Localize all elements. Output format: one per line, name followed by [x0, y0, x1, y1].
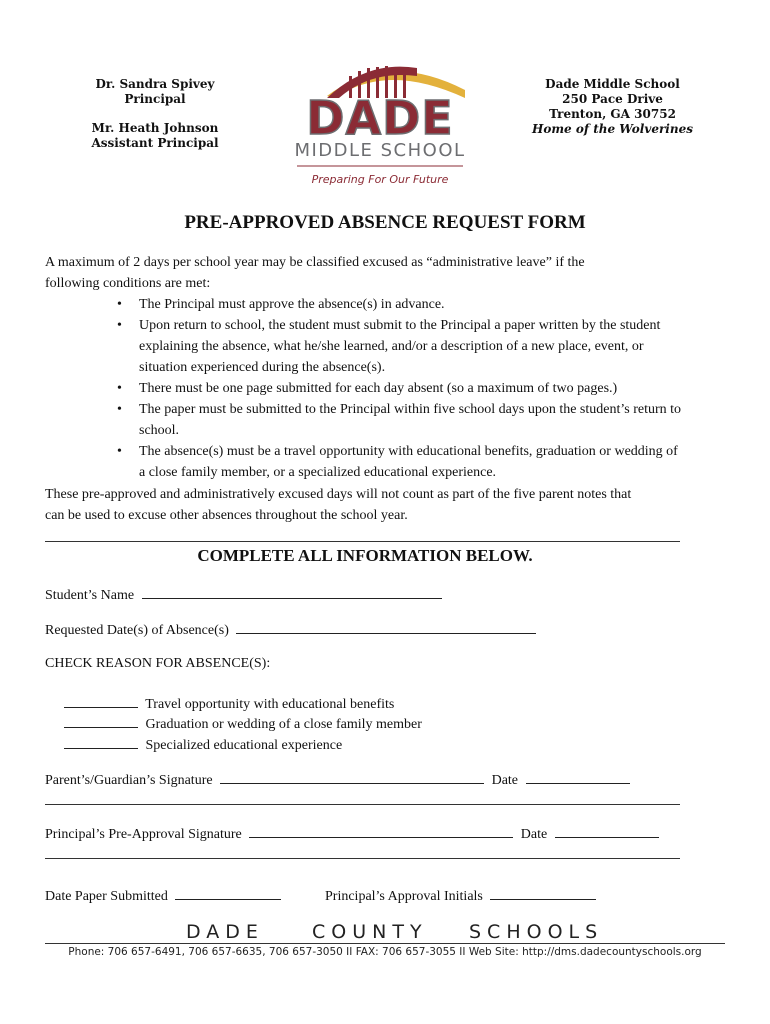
- requested-dates-row: [45, 620, 536, 640]
- assistant-principal-name: Mr. Heath Johnson: [91, 121, 219, 135]
- footer-divider: [45, 943, 725, 944]
- logo-tagline: Preparing For Our Future: [311, 173, 449, 186]
- closing-line-1: These pre-approved and administratively excused days will not count as part of the five parent notes that: [45, 487, 632, 502]
- principal-date-field[interactable]: [555, 824, 659, 838]
- principal-signature-label: Principal’s Pre-Approval Signature: [45, 827, 242, 842]
- reason-label: Travel opportunity with educational benefits: [145, 697, 395, 712]
- reason-row-specialized: [64, 735, 342, 755]
- condition-item: • The absence(s) must be a travel opportunity with educational benefits, graduation or wedding of a close family member, or a specialized educational experience.: [139, 441, 684, 483]
- principal-title: Principal: [124, 92, 186, 106]
- school-name: Dade Middle School: [545, 77, 680, 91]
- principal-date-label: Date: [520, 827, 548, 842]
- closing-line-2: can be used to excuse other absences throughout the school year.: [45, 508, 408, 523]
- condition-item: • Upon return to school, the student must submit to the Principal a paper written by the student explaining the absence, what he/she learned, and/or a description of a new place, event, or situation experienced during the absence(s).: [139, 315, 684, 378]
- reason-check-specialized[interactable]: [64, 735, 138, 749]
- approval-initials-label: Principal’s Approval Initials: [325, 889, 483, 904]
- address-line-1: 250 Pace Drive: [562, 92, 663, 106]
- footer-contact: Phone: 706 657-6491, 706 657-6635, 706 657-3050 II FAX: 706 657-3055 II Web Site: http://dms.dadecountyschools.org: [68, 946, 702, 958]
- logo-word: DADE: [306, 91, 454, 145]
- form-title: PRE-APPROVED ABSENCE REQUEST FORM: [184, 212, 586, 233]
- requested-dates-label: Requested Date(s) of Absence(s): [45, 623, 229, 638]
- closing-paragraph: [45, 484, 745, 526]
- student-name-label: Student’s Name: [45, 588, 135, 603]
- footer-county-word-2: COUNTY: [312, 921, 428, 943]
- footer-county-word-1: DADE: [186, 921, 264, 943]
- reason-check-travel[interactable]: [64, 694, 138, 708]
- reason-row-travel: [64, 694, 394, 714]
- principal-signature-divider: [45, 858, 680, 859]
- reason-label: Graduation or wedding of a close family member: [145, 717, 422, 732]
- approval-initials-field[interactable]: [490, 886, 596, 900]
- logo-subtitle: MIDDLE SCHOOL: [294, 140, 466, 161]
- school-address-block: [530, 77, 695, 137]
- reason-heading: CHECK REASON FOR ABSENCE(S):: [45, 656, 271, 671]
- reason-label: Specialized educational experience: [145, 738, 343, 753]
- parent-signature-divider: [45, 804, 680, 805]
- date-submitted-row: [45, 886, 281, 906]
- date-submitted-label: Date Paper Submitted: [45, 889, 168, 904]
- student-name-row: [45, 585, 442, 605]
- requested-dates-field[interactable]: [236, 620, 536, 634]
- parent-signature-field[interactable]: [220, 770, 484, 784]
- section-divider: [45, 541, 680, 542]
- intro-line-1: A maximum of 2 days per school year may be classified excused as “administrative leave” if the: [45, 255, 585, 270]
- principal-signature-row: [45, 824, 659, 844]
- school-motto: Home of the Wolverines: [532, 122, 693, 136]
- student-name-field[interactable]: [142, 585, 442, 599]
- principal-name: Dr. Sandra Spivey: [95, 77, 215, 91]
- principal-signature-field[interactable]: [249, 824, 513, 838]
- school-logo: [287, 58, 473, 188]
- parent-date-label: Date: [491, 773, 519, 788]
- approval-initials-row: [325, 886, 596, 906]
- administrator-block: [80, 77, 230, 151]
- parent-date-field[interactable]: [526, 770, 630, 784]
- condition-item: • There must be one page submitted for each day absent (so a maximum of two pages.): [139, 378, 684, 399]
- parent-signature-row: [45, 770, 630, 790]
- logo-graphic: [287, 58, 473, 188]
- conditions-list: [139, 294, 684, 483]
- condition-item: • The Principal must approve the absence(s) in advance.: [139, 294, 684, 315]
- parent-signature-label: Parent’s/Guardian’s Signature: [45, 773, 213, 788]
- intro-line-2: following conditions are met:: [45, 276, 211, 291]
- section-heading: COMPLETE ALL INFORMATION BELOW.: [197, 546, 533, 565]
- footer-county-word-3: SCHOOLS: [469, 921, 604, 943]
- condition-item: • The paper must be submitted to the Principal within five school days upon the student’s return to school.: [139, 399, 684, 441]
- reason-row-graduation: [64, 714, 422, 734]
- intro-paragraph: [45, 252, 735, 294]
- date-submitted-field[interactable]: [175, 886, 281, 900]
- reason-check-graduation[interactable]: [64, 714, 138, 728]
- address-line-2: Trenton, GA 30752: [549, 107, 676, 121]
- assistant-principal-title: Assistant Principal: [91, 136, 219, 150]
